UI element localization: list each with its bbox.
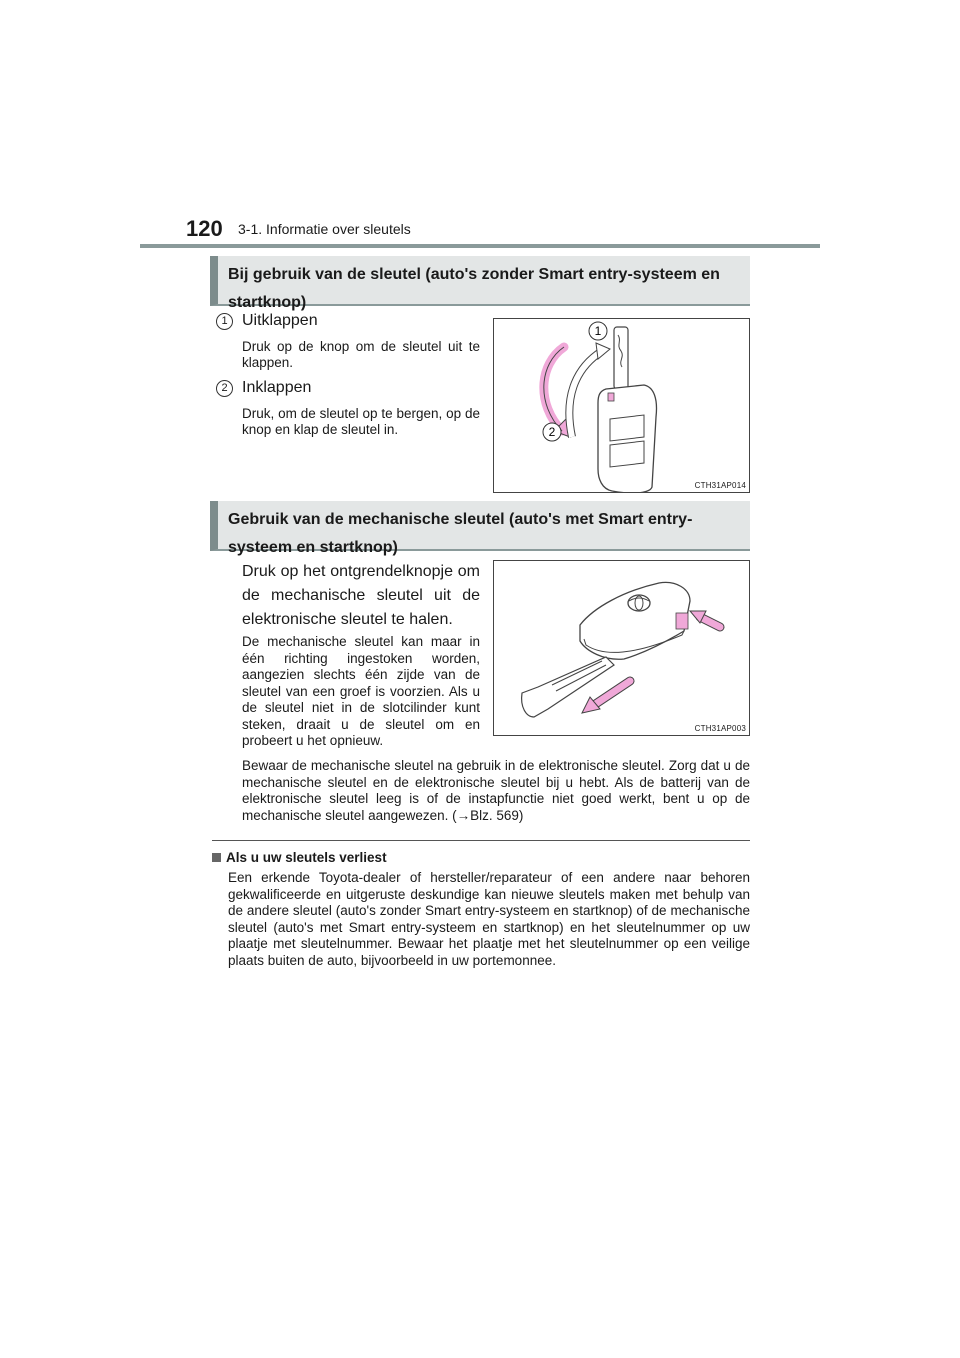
key-blade — [614, 327, 628, 389]
flip-key-illustration — [494, 319, 749, 492]
step-desc-unfold: Druk op de knop om de sleutel uit te klappen. — [242, 339, 480, 370]
square-bullet-icon — [212, 853, 221, 862]
info-divider — [212, 840, 750, 841]
section-heading-key-without-smart-entry — [210, 256, 750, 311]
step-number-2: 2 — [216, 380, 233, 397]
section-heading-mechanical-key — [210, 501, 750, 556]
info-heading-lost-keys — [212, 850, 387, 865]
figure-code: CTH31AP014 — [694, 481, 746, 490]
info-body-lost-keys: Een erkende Toyota-dealer of hersteller/reparateur of een andere naar behoren gekwalificeerde en uitgeruste deskundige kan nieuwe sleutels maken met behulp van de andere sleutel (auto's zonder Smart entry-systeem en startknop) of de mechanische sleutel (auto's met Smart entry-systeem en startknop) en het sleutelnummer op uw plaatje met sleutelnummer. Bewaar het plaatje met het sleutelnummer op een veilige plaats buiten de auto, bijvoorbeeld in uw portemonnee. — [228, 870, 750, 968]
step-number-1: 1 — [216, 313, 233, 330]
page-number: 120 — [186, 216, 223, 241]
mechanical-key — [522, 657, 614, 717]
section-heading-text: Bij gebruik van de sleutel (auto's zonder Smart entry-systeem en startknop) — [228, 266, 720, 311]
figure-code: CTH31AP003 — [694, 724, 746, 733]
figure-smart-key — [493, 560, 750, 736]
section-heading-text: Gebruik van de mechanische sleutel (auto's met Smart entry-systeem en startknop) — [228, 511, 693, 556]
chapter-title: 3-1. Informatie over sleutels — [238, 221, 411, 237]
step-desc-fold: Druk, om de sleutel op te bergen, op de knop en klap de sleutel in. — [242, 406, 480, 437]
smart-key-illustration — [494, 561, 749, 735]
step-title-fold: Inklappen — [242, 379, 312, 396]
header-rule — [140, 244, 820, 248]
info-heading-text: Als u uw sleutels verliest — [226, 850, 387, 865]
figure-flip-key — [493, 318, 750, 493]
callout-1: 1 — [594, 324, 602, 338]
step-title-unfold: Uitklappen — [242, 312, 318, 329]
mechanical-key-instruction: Druk op het ontgrendelknopje om de mechanische sleutel uit de elektronische sleutel te halen. — [242, 563, 480, 628]
fold-arrow — [544, 347, 564, 431]
callout-2: 2 — [548, 425, 556, 439]
smart-key-body — [580, 582, 690, 659]
mechanical-key-storage-text: Bewaar de mechanische sleutel na gebruik in de elektronische sleutel. Zorg dat u de mechanische sleutel en de elektronische sleutel bij u hebt. Als de batterij van de elektronische sleutel leeg is of de instapfunctie niet goed werkt, bent u op de mechanische sleutel aangewezen. (→Blz. 569) — [242, 758, 750, 823]
mechanical-key-note: De mechanische sleutel kan maar in één richting ingestoken worden, aangezien slechts één zijde van de sleutel van een groef is voorzien. Als u de sleutel niet in de slotcilinder kunt steken, draait u de sleutel om en probeert u het opnieuw. — [242, 634, 480, 748]
